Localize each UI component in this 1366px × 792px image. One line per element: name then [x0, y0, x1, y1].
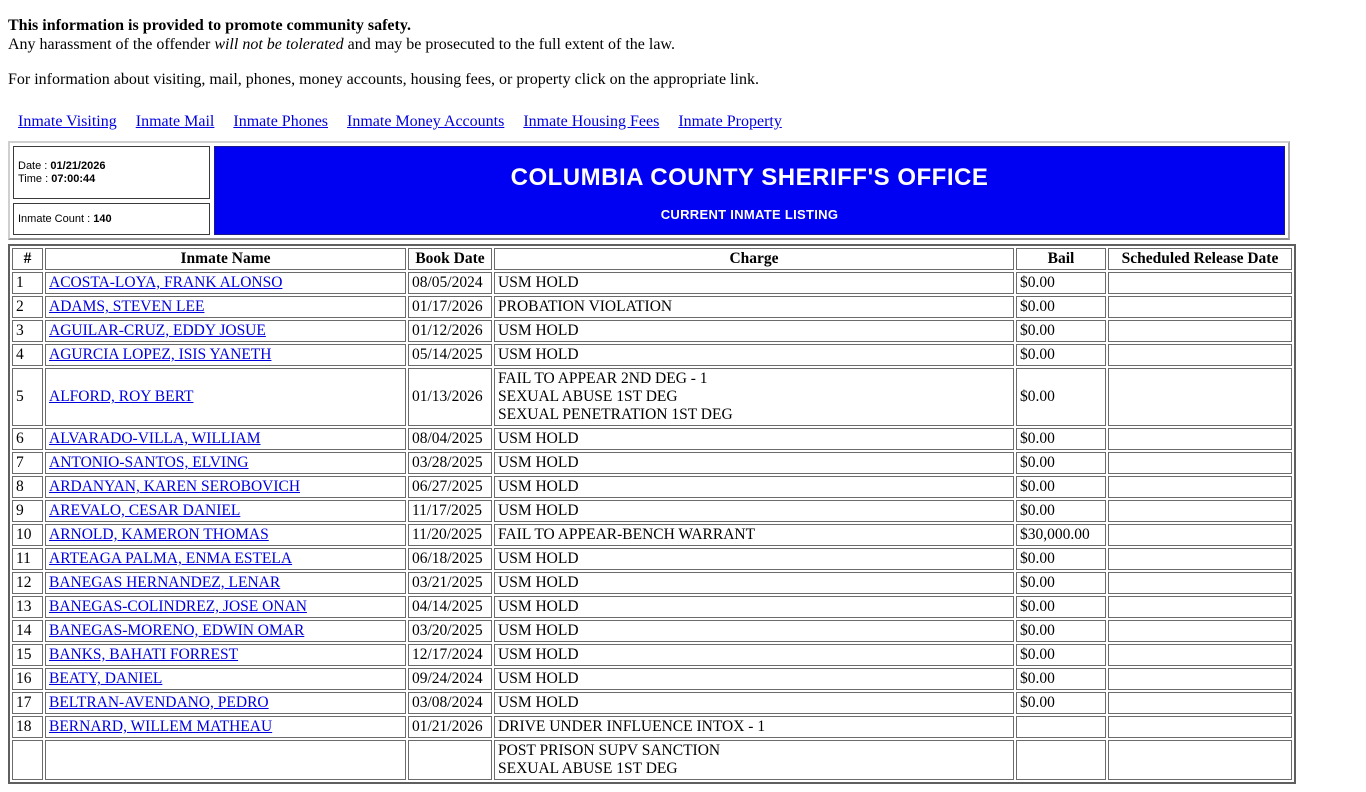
charge-cell: [494, 692, 1014, 714]
inmate-name-cell: [45, 548, 406, 570]
row-num-cell: 12: [12, 572, 43, 594]
date-line: Date : 01/21/2026: [18, 159, 106, 172]
link-inmate-housing-fees[interactable]: Inmate Housing Fees: [523, 113, 660, 130]
time-value: 07:00:44: [51, 172, 96, 185]
link-inmate-mail[interactable]: Inmate Mail: [135, 113, 215, 130]
bail-cell: $0.00: [1016, 692, 1106, 714]
inmate-count-value: 140: [93, 212, 112, 225]
inmate-name-cell: [45, 320, 406, 342]
table-row: [12, 692, 1292, 714]
charge-line: SEXUAL ABUSE 1ST DEG: [498, 760, 678, 777]
table-row: [12, 344, 1292, 366]
inmate-name-cell: [45, 524, 406, 546]
date-value: 01/21/2026: [50, 159, 106, 172]
release-cell: [1108, 344, 1292, 366]
row-num-cell: 6: [12, 428, 43, 450]
charge-line: USM HOLD: [498, 478, 579, 495]
table-row: [12, 716, 1292, 738]
charge-line: USM HOLD: [498, 346, 579, 363]
bail-cell: $0.00: [1016, 368, 1106, 426]
book-date-cell: 03/28/2025: [408, 452, 492, 474]
charge-line: PROBATION VIOLATION: [498, 298, 673, 315]
link-inmate-phones[interactable]: Inmate Phones: [233, 113, 329, 130]
inmate-name-cell: [45, 476, 406, 498]
row-num-cell: 10: [12, 524, 43, 546]
charge-line: USM HOLD: [498, 550, 579, 567]
bail-cell: $0.00: [1016, 272, 1106, 294]
table-row: [12, 428, 1292, 450]
inmate-name-link[interactable]: ARNOLD, KAMERON THOMAS: [49, 526, 269, 543]
header-scheduled-release-date: Scheduled Release Date: [1108, 248, 1292, 270]
inmate-name-cell: [45, 596, 406, 618]
charge-cell: [494, 320, 1014, 342]
row-num-cell: 8: [12, 476, 43, 498]
bail-cell: $0.00: [1016, 476, 1106, 498]
table-row: [12, 668, 1292, 690]
release-cell: [1108, 296, 1292, 318]
row-num-cell: 13: [12, 596, 43, 618]
row-num-cell: 5: [12, 368, 43, 426]
charge-cell: [494, 620, 1014, 642]
bail-cell: $0.00: [1016, 344, 1106, 366]
release-cell: [1108, 740, 1292, 780]
inmate-name-cell: [45, 296, 406, 318]
header-bail: Bail: [1016, 248, 1106, 270]
bail-cell: $0.00: [1016, 596, 1106, 618]
charge-cell: [494, 344, 1014, 366]
book-date-cell: 12/17/2024: [408, 644, 492, 666]
release-cell: [1108, 548, 1292, 570]
charge-cell: [494, 716, 1014, 738]
inmate-name-link[interactable]: AGUILAR-CRUZ, EDDY JOSUE: [49, 322, 266, 339]
inmate-name-link[interactable]: ACOSTA-LOYA, FRANK ALONSO: [49, 274, 283, 291]
table-row: [12, 368, 1292, 426]
banner-subtitle: CURRENT INMATE LISTING: [660, 207, 839, 222]
book-date-cell: 03/21/2025: [408, 572, 492, 594]
charge-line: USM HOLD: [498, 574, 579, 591]
release-cell: [1108, 524, 1292, 546]
inmate-name-cell: [45, 344, 406, 366]
book-date-cell: 05/14/2025: [408, 344, 492, 366]
charge-cell: [494, 368, 1014, 426]
bail-cell: $0.00: [1016, 644, 1106, 666]
date-time-box: [13, 146, 210, 199]
inmate-count-line: Inmate Count : 140: [18, 212, 112, 225]
inmate-count-box: [13, 203, 210, 235]
book-date-cell: 04/14/2025: [408, 596, 492, 618]
inmate-table-body: [12, 272, 1292, 780]
banner-title: COLUMBIA COUNTY SHERIFF'S OFFICE: [510, 164, 989, 191]
inmate-name-link[interactable]: BANEGAS-COLINDREZ, JOSE ONAN: [49, 598, 307, 615]
charge-cell: [494, 572, 1014, 594]
table-row: [12, 452, 1292, 474]
bail-cell: $0.00: [1016, 500, 1106, 522]
link-inmate-money-accounts[interactable]: Inmate Money Accounts: [347, 113, 505, 130]
bail-cell: $0.00: [1016, 296, 1106, 318]
charge-line: DRIVE UNDER INFLUENCE INTOX - 1: [498, 718, 766, 735]
charge-cell: [494, 668, 1014, 690]
inmate-name-link[interactable]: ARDANYAN, KAREN SEROBOVICH: [49, 478, 301, 495]
table-row: [12, 596, 1292, 618]
inmate-name-link[interactable]: BANEGAS-MORENO, EDWIN OMAR: [49, 622, 305, 639]
bail-cell: $0.00: [1016, 572, 1106, 594]
row-num-cell: 14: [12, 620, 43, 642]
charge-line: USM HOLD: [498, 322, 579, 339]
table-row: [12, 320, 1292, 342]
inmate-table-head: [12, 248, 1292, 270]
charge-cell: [494, 296, 1014, 318]
charge-cell: [494, 524, 1014, 546]
charge-cell: [494, 740, 1014, 780]
inmate-links-nav: [18, 113, 1358, 131]
inmate-name-link[interactable]: AREVALO, CESAR DANIEL: [49, 502, 241, 519]
release-cell: [1108, 428, 1292, 450]
header-inmate-name: Inmate Name: [45, 248, 406, 270]
charge-line: SEXUAL ABUSE 1ST DEG: [498, 388, 678, 405]
release-cell: [1108, 272, 1292, 294]
charge-line: USM HOLD: [498, 598, 579, 615]
row-num-cell: 11: [12, 548, 43, 570]
row-num-cell: 3: [12, 320, 43, 342]
link-inmate-property[interactable]: Inmate Property: [678, 113, 782, 130]
table-row: [12, 500, 1292, 522]
table-row: [12, 476, 1292, 498]
row-num-cell: [12, 740, 43, 780]
inmate-name-link[interactable]: BANKS, BAHATI FORREST: [49, 646, 239, 663]
bail-cell: $30,000.00: [1016, 524, 1106, 546]
row-num-cell: 2: [12, 296, 43, 318]
book-date-cell: 08/05/2024: [408, 272, 492, 294]
inmate-name-cell: [45, 500, 406, 522]
banner: [214, 146, 1285, 235]
intro-line2-italic: will not be tolerated: [214, 36, 344, 53]
intro-line1: This information is provided to promote community safety.: [8, 17, 411, 34]
table-row: [12, 740, 1292, 780]
inmate-name-link[interactable]: ANTONIO-SANTOS, ELVING: [49, 454, 249, 471]
row-num-cell: 7: [12, 452, 43, 474]
time-line: Time : 07:00:44: [18, 172, 96, 185]
release-cell: [1108, 320, 1292, 342]
book-date-cell: 06/18/2025: [408, 548, 492, 570]
bail-cell: [1016, 716, 1106, 738]
charge-cell: [494, 452, 1014, 474]
inmate-name-cell: [45, 740, 406, 780]
book-date-cell: 01/21/2026: [408, 716, 492, 738]
charge-line: USM HOLD: [498, 670, 579, 687]
charge-cell: [494, 428, 1014, 450]
book-date-cell: 11/17/2025: [408, 500, 492, 522]
book-date-cell: 03/08/2024: [408, 692, 492, 714]
inmate-name-link[interactable]: BEATY, DANIEL: [49, 670, 163, 687]
intro-line3: For information about visiting, mail, phones, money accounts, housing fees, or property click on the appropriate link.: [8, 71, 759, 88]
table-row: [12, 620, 1292, 642]
header-book-date: Book Date: [408, 248, 492, 270]
charge-line: POST PRISON SUPV SANCTION: [498, 742, 721, 759]
row-num-cell: 18: [12, 716, 43, 738]
table-row: [12, 272, 1292, 294]
table-row: [12, 548, 1292, 570]
release-cell: [1108, 452, 1292, 474]
charge-line: FAIL TO APPEAR 2ND DEG - 1: [498, 370, 708, 387]
charge-cell: [494, 548, 1014, 570]
row-num-cell: 1: [12, 272, 43, 294]
bail-cell: $0.00: [1016, 452, 1106, 474]
release-cell: [1108, 500, 1292, 522]
charge-line: USM HOLD: [498, 502, 579, 519]
header-row: [12, 248, 1292, 270]
link-inmate-visiting[interactable]: Inmate Visiting: [18, 113, 117, 130]
charge-cell: [494, 272, 1014, 294]
release-cell: [1108, 668, 1292, 690]
release-cell: [1108, 716, 1292, 738]
book-date-cell: 08/04/2025: [408, 428, 492, 450]
charge-cell: [494, 500, 1014, 522]
charge-line: USM HOLD: [498, 454, 579, 471]
bail-cell: $0.00: [1016, 620, 1106, 642]
inmate-name-cell: [45, 716, 406, 738]
charge-line: USM HOLD: [498, 646, 579, 663]
release-cell: [1108, 620, 1292, 642]
intro-line2-pre: Any harassment of the offender: [8, 36, 215, 53]
inmate-name-link[interactable]: BERNARD, WILLEM MATHEAU: [49, 718, 273, 735]
inmate-name-cell: [45, 644, 406, 666]
charge-line: USM HOLD: [498, 274, 579, 291]
inmate-name-cell: [45, 692, 406, 714]
book-date-cell: 03/20/2025: [408, 620, 492, 642]
header-num: #: [12, 248, 43, 270]
inmate-name-link[interactable]: BELTRAN-AVENDANO, PEDRO: [49, 694, 269, 711]
intro-paragraph-2: [8, 70, 1358, 89]
release-cell: [1108, 692, 1292, 714]
release-cell: [1108, 572, 1292, 594]
charge-line: USM HOLD: [498, 430, 579, 447]
inmate-name-cell: [45, 272, 406, 294]
charge-cell: [494, 476, 1014, 498]
row-num-cell: 4: [12, 344, 43, 366]
bail-cell: $0.00: [1016, 428, 1106, 450]
row-num-cell: 16: [12, 668, 43, 690]
bail-cell: $0.00: [1016, 548, 1106, 570]
header-band: [8, 141, 1290, 240]
book-date-cell: 01/17/2026: [408, 296, 492, 318]
bail-cell: [1016, 740, 1106, 780]
inmate-name-link[interactable]: AGURCIA LOPEZ, ISIS YANETH: [49, 346, 272, 363]
inmate-name-cell: [45, 452, 406, 474]
intro-paragraph-1: [8, 16, 1358, 54]
book-date-cell: 01/12/2026: [408, 320, 492, 342]
charge-cell: [494, 596, 1014, 618]
release-cell: [1108, 644, 1292, 666]
intro-line2-post: and may be prosecuted to the full extent of the law.: [343, 36, 675, 53]
inmate-name-cell: [45, 368, 406, 426]
table-row: [12, 644, 1292, 666]
bail-cell: $0.00: [1016, 320, 1106, 342]
table-row: [12, 524, 1292, 546]
charge-line: USM HOLD: [498, 694, 579, 711]
inmate-name-cell: [45, 428, 406, 450]
book-date-cell: 06/27/2025: [408, 476, 492, 498]
inmate-name-cell: [45, 572, 406, 594]
inmate-name-cell: [45, 668, 406, 690]
row-num-cell: 15: [12, 644, 43, 666]
charge-line: USM HOLD: [498, 622, 579, 639]
inmate-name-link[interactable]: BANEGAS HERNANDEZ, LENAR: [49, 574, 281, 591]
release-cell: [1108, 368, 1292, 426]
charge-line: SEXUAL PENETRATION 1ST DEG: [498, 406, 733, 423]
table-row: [12, 296, 1292, 318]
row-num-cell: 17: [12, 692, 43, 714]
row-num-cell: 9: [12, 500, 43, 522]
book-date-cell: 09/24/2024: [408, 668, 492, 690]
inmate-name-cell: [45, 620, 406, 642]
bail-cell: $0.00: [1016, 668, 1106, 690]
release-cell: [1108, 476, 1292, 498]
inmate-table: [8, 244, 1296, 784]
header-info-column: [13, 146, 210, 235]
table-row: [12, 572, 1292, 594]
header-charge: Charge: [494, 248, 1014, 270]
release-cell: [1108, 596, 1292, 618]
inmate-name-link[interactable]: ADAMS, STEVEN LEE: [49, 298, 205, 315]
inmate-name-link[interactable]: ALFORD, ROY BERT: [49, 388, 194, 405]
book-date-cell: 11/20/2025: [408, 524, 492, 546]
inmate-name-link[interactable]: ARTEAGA PALMA, ENMA ESTELA: [49, 550, 293, 567]
inmate-name-link[interactable]: ALVARADO-VILLA, WILLIAM: [49, 430, 261, 447]
charge-line: FAIL TO APPEAR-BENCH WARRANT: [498, 526, 756, 543]
book-date-cell: 01/13/2026: [408, 368, 492, 426]
book-date-cell: [408, 740, 492, 780]
charge-cell: [494, 644, 1014, 666]
